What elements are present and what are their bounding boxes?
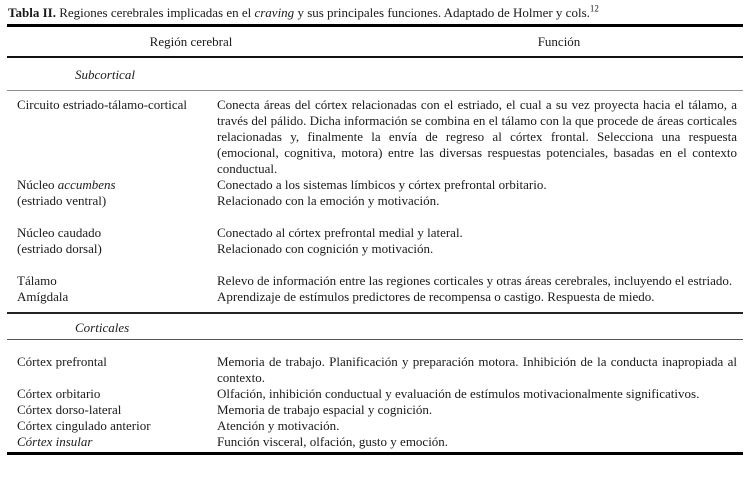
funcion-line: Relacionado con cognición y motivación. xyxy=(217,241,434,256)
table-row xyxy=(7,289,743,305)
region-italic-text: accumbens xyxy=(57,177,116,192)
region-line: (estriado ventral) xyxy=(17,193,107,208)
table-row xyxy=(7,418,743,434)
funcion-cell: Memoria de trabajo. Planificación y preparación motora. Inhibición de la conducta inapropiada al contexto. xyxy=(217,354,737,385)
funcion-cell: Relevo de información entre las regiones corticales y otras áreas cerebrales, incluyendo el estriado. xyxy=(217,273,733,288)
region-cell: Córtex cingulado anterior xyxy=(17,418,151,433)
region-cell: Córtex dorso-lateral xyxy=(17,402,122,417)
table-caption-reference-number: 12 xyxy=(589,3,599,14)
region-text: Núcleo xyxy=(17,177,58,192)
table-caption-text-2: y sus principales funciones. Adaptado de Holmer y cols. xyxy=(294,5,590,20)
region-line: (estriado dorsal) xyxy=(17,241,102,256)
funcion-cell xyxy=(217,225,743,257)
funcion-cell: Función visceral, olfación, gusto y emoción. xyxy=(217,434,449,449)
funcion-cell: Conecta áreas del córtex relacionadas con el estriado, el cual a su vez proyecta hacia el tálamo, a través del pálido. Dicha información se combina en el tálamo con la que procede de áreas corticales relacionadas y, finalmente la envía de regreso al córtex frontal. Selecciona una respuesta (emocional, cognitiva, motora) entre las diversas respuestas potenciales, basadas en el contexto conductual. xyxy=(217,97,737,176)
table-row xyxy=(7,225,743,257)
table-row xyxy=(7,354,743,386)
column-header-funcion: Función xyxy=(537,33,581,49)
table-row xyxy=(7,434,743,450)
funcion-cell: Memoria de trabajo espacial y cognición. xyxy=(217,402,433,417)
funcion-cell: Olfación, inhibición conductual y evaluación de estímulos motivacionalmente significativos. xyxy=(217,386,700,401)
region-cell xyxy=(7,177,217,209)
region-cell: Córtex prefrontal xyxy=(17,354,107,369)
section-header-subcortical: Subcortical xyxy=(7,58,743,91)
table-row xyxy=(7,177,743,209)
table-header-row xyxy=(7,27,743,58)
funcion-cell: Aprendizaje de estímulos predictores de recompensa o castigo. Respuesta de miedo. xyxy=(217,289,655,304)
region-line xyxy=(17,177,211,193)
column-header-region: Región cerebral xyxy=(149,33,233,49)
funcion-cell: Atención y motivación. xyxy=(217,418,340,433)
region-cell: Circuito estriado-tálamo-cortical xyxy=(17,97,188,112)
region-line: Núcleo caudado xyxy=(17,225,102,240)
table xyxy=(7,24,743,455)
section-header-corticales: Corticales xyxy=(7,314,743,340)
table-row xyxy=(7,97,743,177)
funcion-cell xyxy=(217,177,743,209)
funcion-line: Relacionado con la emoción y motivación. xyxy=(217,193,440,208)
region-cell: Tálamo xyxy=(17,273,57,288)
table-row xyxy=(7,402,743,418)
table-caption xyxy=(0,0,750,24)
table-caption-italic-term: craving xyxy=(254,5,295,20)
table-body-corticales xyxy=(7,340,743,452)
region-cell xyxy=(7,225,217,257)
table-caption-text-1: Regiones cerebrales implicadas en el xyxy=(55,5,255,20)
funcion-line: Conectado al córtex prefrontal medial y lateral. xyxy=(217,225,463,240)
region-cell: Córtex insular xyxy=(17,434,93,449)
table-body-subcortical xyxy=(7,91,743,314)
region-cell: Amígdala xyxy=(17,289,69,304)
table-row xyxy=(7,273,743,289)
region-cell: Córtex orbitario xyxy=(17,386,101,401)
table-row xyxy=(7,386,743,402)
table-caption-number: Tabla II. xyxy=(8,5,56,20)
funcion-line: Conectado a los sistemas límbicos y córtex prefrontal orbitario. xyxy=(217,177,547,192)
